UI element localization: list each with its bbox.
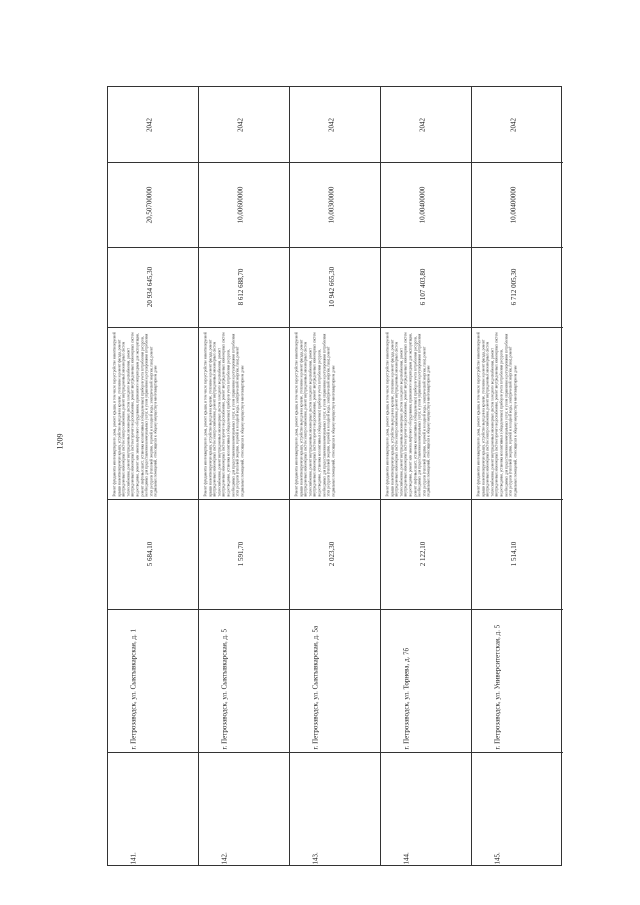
cell-cost	[290, 247, 380, 327]
cell-num	[472, 752, 563, 867]
cell-year	[199, 87, 289, 162]
cell-year-text: 2042	[145, 117, 154, 132]
cell-address-text: г. Петрозаводск, ул. Сыктывкарская, д. 5а	[311, 625, 320, 749]
cell-rate	[290, 162, 380, 247]
cell-works	[381, 327, 471, 499]
cell-num	[199, 752, 289, 867]
cell-address-text: г. Петрозаводск, ул. Торнева, д. 7б	[402, 647, 411, 749]
cell-num-text: 142.	[220, 851, 229, 864]
cell-rate-text: 10,00300000	[327, 186, 336, 223]
cell-works-text: Ремонт фундамента многоквартирного дома, ремонт крыши, в том числе переустройство невентилируемой крыши на вентилируемую крышу, устройство выходов на кровлю, утепление и ремонт фасада, ремонт внутридомовых инженерных систем электроснабжения, ремонт внутридомовых инженерных систем теплоснабжения, ремонт внутридомовых инженерных систем холодного водоснабжения, ремонт внутридомовых инженерных систем горячего водоснабжения, ремонт внутридомовых инженерных систем водоотведения, установка коллективных (общедомовых) приборов учета потребления ресурсов, необходимых для предоставления коммунальных услуг, и узлов управления и регулирования потребления этих ресурсов (тепловой энергии, горячей и холодной воды, электрической энергии, газа), ремонт подвальных помещений, относящихся к общему имуществу в многоквартирном доме	[476, 331, 517, 496]
cell-works	[290, 327, 380, 499]
capital-repair-table	[107, 86, 562, 866]
cell-cost	[472, 247, 563, 327]
cell-address	[472, 609, 563, 752]
cell-works-text: Ремонт фундамента многоквартирного дома, ремонт крыши, в том числе переустройство невентилируемой крыши на вентилируемую крышу, устройство выходов на кровлю, утепление и ремонт фасада, ремонт внутридомовых инженерных систем электроснабжения, ремонт внутридомовых инженерных систем теплоснабжения, ремонт внутридомовых инженерных систем холодного водоснабжения, ремонт внутридомовых инженерных систем горячего водоснабжения, ремонт внутридомовых инженерных систем водоотведения, ремонт или замена лифтового оборудования, признанного непригодным для эксплуатации, ремонт лифтовых шахт, установка коллективных (общедомовых) приборов учета потребления ресурсов, необходимых для предоставления коммунальных услуг, и узлов управления и регулирования потребления этих ресурсов (тепловой энергии, горячей и холодной воды, электрической энергии, газа), ремонт подвальных помещений, относящихся к общему имуществу в многоквартирном доме	[385, 331, 431, 496]
cell-num-text: 143.	[311, 851, 320, 864]
cell-cost-text: 6 107 403,80	[418, 268, 427, 306]
cell-address	[290, 609, 380, 752]
table-row	[472, 87, 563, 865]
cell-address	[108, 609, 198, 752]
cell-address	[381, 609, 471, 752]
cell-address-text: г. Петрозаводск, ул. Сыктывкарская, д. 1	[129, 628, 138, 749]
cell-year-text: 2042	[509, 117, 518, 132]
cell-area-text: 1 591,70	[236, 541, 245, 567]
cell-address-text: г. Петрозаводск, ул. Университетская, д. 5	[493, 624, 502, 749]
cell-area-text: 2 023,30	[327, 541, 336, 567]
cell-num	[290, 752, 380, 867]
cell-cost	[199, 247, 289, 327]
cell-rate-text: 10,00400000	[418, 186, 427, 223]
cell-year	[108, 87, 198, 162]
cell-cost-text: 6 712 005,30	[509, 268, 518, 306]
cell-cost	[381, 247, 471, 327]
cell-area-text: 5 684,10	[145, 541, 154, 567]
cell-num-text: 145.	[493, 851, 502, 864]
cell-works-text: Ремонт фундамента многоквартирного дома, ремонт крыши, в том числе переустройство невентилируемой крыши на вентилируемую крышу, устройство выходов на кровлю, утепление и ремонт фасада, ремонт внутридомовых инженерных систем электроснабжения, ремонт внутридомовых инженерных систем теплоснабжения, ремонт внутридомовых инженерных систем холодного водоснабжения, ремонт внутридомовых инженерных систем горячего водоснабжения, ремонт внутридомовых инженерных систем водоотведения, ремонт или замена лифтового оборудования, признанного непригодным для эксплуатации, ремонт лифтовых шахт, установка коллективных (общедомовых) приборов учета потребления ресурсов, необходимых для предоставления коммунальных услуг, и узлов управления и регулирования потребления этих ресурсов (тепловой энергии, горячей и холодной воды, электрической энергии, газа), ремонт подвальных помещений, относящихся к общему имуществу в многоквартирном доме	[112, 331, 158, 496]
cell-year-text: 2042	[418, 117, 427, 132]
cell-area-text: 1 514,10	[509, 541, 518, 567]
cell-year-text: 2042	[327, 117, 336, 132]
cell-address	[199, 609, 289, 752]
cell-num-text: 144.	[402, 851, 411, 864]
cell-rate	[472, 162, 563, 247]
cell-address-text: г. Петрозаводск, ул. Сыктывкарская, д. 5	[220, 628, 229, 749]
cell-area	[472, 499, 563, 609]
cell-rate	[381, 162, 471, 247]
cell-year	[381, 87, 471, 162]
cell-num	[108, 752, 198, 867]
cell-rate	[108, 162, 198, 247]
cell-year	[290, 87, 380, 162]
cell-rate-text: 10,00400000	[509, 186, 518, 223]
cell-num-text: 141.	[129, 851, 138, 864]
cell-rate-text: 20,50700000	[145, 186, 154, 223]
cell-works	[199, 327, 289, 499]
cell-works-text: Ремонт фундамента многоквартирного дома, ремонт крыши, в том числе переустройство невентилируемой крыши на вентилируемую крышу, устройство выходов на кровлю, утепление и ремонт фасада, ремонт внутридомовых инженерных систем электроснабжения, ремонт внутридомовых инженерных систем теплоснабжения, ремонт внутридомовых инженерных систем холодного водоснабжения, ремонт внутридомовых инженерных систем горячего водоснабжения, ремонт внутридомовых инженерных систем водоотведения, установка коллективных (общедомовых) приборов учета потребления ресурсов, необходимых для предоставления коммунальных услуг, и узлов управления и регулирования потребления этих ресурсов (тепловой энергии, горячей и холодной воды, электрической энергии, газа), ремонт подвальных помещений, относящихся к общему имуществу в многоквартирном доме	[203, 331, 244, 496]
cell-area-text: 2 122,10	[418, 541, 427, 567]
cell-rate-text: 10,00600000	[236, 186, 245, 223]
cell-works-text: Ремонт фундамента многоквартирного дома, ремонт крыши, в том числе переустройство невентилируемой крыши на вентилируемую крышу, устройство выходов на кровлю, утепление и ремонт фасада, ремонт внутридомовых инженерных систем электроснабжения, ремонт внутридомовых инженерных систем теплоснабжения, ремонт внутридомовых инженерных систем холодного водоснабжения, ремонт внутридомовых инженерных систем горячего водоснабжения, ремонт внутридомовых инженерных систем водоотведения, установка коллективных (общедомовых) приборов учета потребления ресурсов, необходимых для предоставления коммунальных услуг, и узлов управления и регулирования потребления этих ресурсов (тепловой энергии, горячей и холодной воды, электрической энергии, газа), ремонт подвальных помещений, относящихся к общему имуществу в многоквартирном доме	[294, 331, 335, 496]
cell-cost-text: 8 612 688,70	[236, 268, 245, 306]
cell-year-text: 2042	[236, 117, 245, 132]
table-row	[381, 87, 472, 865]
cell-works	[108, 327, 198, 499]
cell-area	[381, 499, 471, 609]
table-row	[199, 87, 290, 865]
cell-works	[472, 327, 563, 499]
cell-cost	[108, 247, 198, 327]
cell-cost-text: 10 942 665,30	[327, 266, 336, 308]
cell-area	[199, 499, 289, 609]
cell-area	[108, 499, 198, 609]
page-number: 1209	[55, 433, 65, 450]
table-row	[108, 87, 199, 865]
cell-rate	[199, 162, 289, 247]
cell-area	[290, 499, 380, 609]
cell-num	[381, 752, 471, 867]
cell-year	[472, 87, 563, 162]
table-row	[290, 87, 381, 865]
cell-cost-text: 20 934 645,30	[145, 266, 154, 308]
